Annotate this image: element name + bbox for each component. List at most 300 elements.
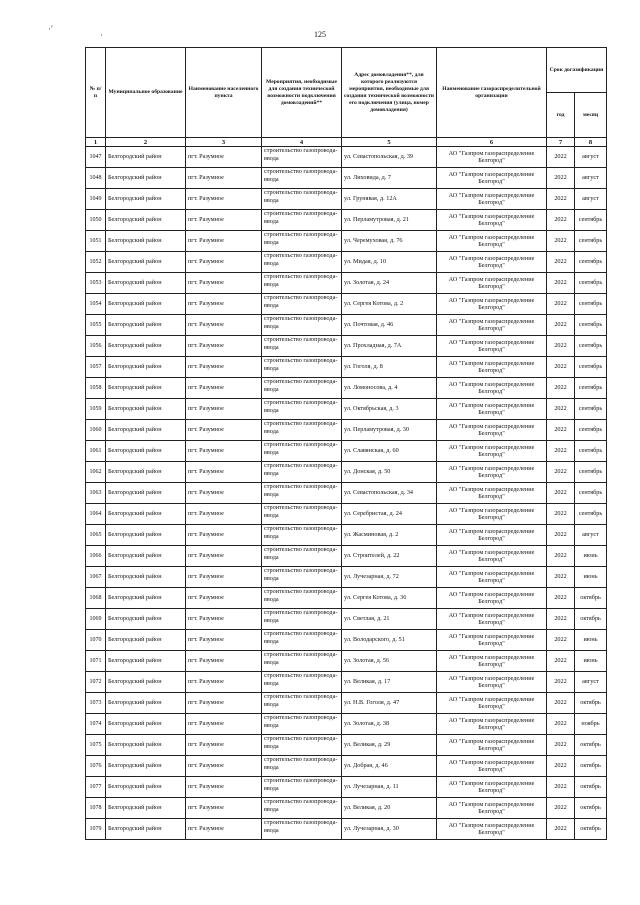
organization-cell: АО "Газпром газораспределение Белгород" xyxy=(437,252,547,273)
month-cell: октябрь xyxy=(575,609,607,630)
table-row xyxy=(86,777,607,798)
year-cell: 2022 xyxy=(547,672,575,693)
activity-cell: строительство газопровода-ввода xyxy=(262,609,342,630)
address-cell: ул. Почтовая, д. 46 xyxy=(342,315,437,336)
address-cell: ул. Донская, д. 50 xyxy=(342,462,437,483)
header-number: № п/п xyxy=(86,48,106,138)
month-cell: август xyxy=(575,672,607,693)
municipality-cell: Белгородский район xyxy=(106,336,186,357)
organization-cell: АО "Газпром газораспределение Белгород" xyxy=(437,273,547,294)
table-row xyxy=(86,420,607,441)
table-row xyxy=(86,357,607,378)
activity-cell: строительство газопровода-ввода xyxy=(262,189,342,210)
month-cell: сентябрь xyxy=(575,210,607,231)
activity-cell: строительство газопровода-ввода xyxy=(262,756,342,777)
row-number: 1068 xyxy=(86,588,106,609)
header-organization: Наименование газораспределительной организации xyxy=(437,48,547,138)
activity-cell: строительство газопровода-ввода xyxy=(262,504,342,525)
municipality-cell: Белгородский район xyxy=(106,609,186,630)
table-row xyxy=(86,819,607,840)
address-cell: ул. Севастопольская, д. 39 xyxy=(342,147,437,168)
municipality-cell: Белгородский район xyxy=(106,504,186,525)
year-cell: 2022 xyxy=(547,147,575,168)
month-cell: сентябрь xyxy=(575,315,607,336)
locality-cell: пгт. Разумное xyxy=(186,798,262,819)
table-row xyxy=(86,441,607,462)
year-cell: 2022 xyxy=(547,357,575,378)
year-cell: 2022 xyxy=(547,252,575,273)
address-cell: ул. Гоголя, д. 8 xyxy=(342,357,437,378)
locality-cell: пгт. Разумное xyxy=(186,672,262,693)
activity-cell: строительство газопровода-ввода xyxy=(262,777,342,798)
month-cell: сентябрь xyxy=(575,357,607,378)
table-row xyxy=(86,315,607,336)
address-cell: ул. Сергея Котова, д. 2 xyxy=(342,294,437,315)
year-cell: 2022 xyxy=(547,399,575,420)
organization-cell: АО "Газпром газораспределение Белгород" xyxy=(437,756,547,777)
month-cell: сентябрь xyxy=(575,378,607,399)
organization-cell: АО "Газпром газораспределение Белгород" xyxy=(437,357,547,378)
municipality-cell: Белгородский район xyxy=(106,147,186,168)
organization-cell: АО "Газпром газораспределение Белгород" xyxy=(437,672,547,693)
organization-cell: АО "Газпром газораспределение Белгород" xyxy=(437,735,547,756)
column-number: 4 xyxy=(262,138,342,147)
locality-cell: пгт. Разумное xyxy=(186,525,262,546)
organization-cell: АО "Газпром газораспределение Белгород" xyxy=(437,714,547,735)
column-number: 3 xyxy=(186,138,262,147)
locality-cell: пгт. Разумное xyxy=(186,441,262,462)
address-cell: ул. Ломоносова, д. 4 xyxy=(342,378,437,399)
table-row xyxy=(86,210,607,231)
activity-cell: строительство газопровода-ввода xyxy=(262,294,342,315)
month-cell: сентябрь xyxy=(575,462,607,483)
address-cell: ул. Лучезарная, д. 11 xyxy=(342,777,437,798)
address-cell: ул. Н.В. Гоголя, д. 47 xyxy=(342,693,437,714)
municipality-cell: Белгородский район xyxy=(106,798,186,819)
activity-cell: строительство газопровода-ввода xyxy=(262,420,342,441)
year-cell: 2022 xyxy=(547,735,575,756)
year-cell: 2022 xyxy=(547,651,575,672)
locality-cell: пгт. Разумное xyxy=(186,483,262,504)
activity-cell: строительство газопровода-ввода xyxy=(262,231,342,252)
address-cell: ул. Светлая, д. 21 xyxy=(342,609,437,630)
column-number: 8 xyxy=(575,138,607,147)
address-cell: ул. Володарского, д. 51 xyxy=(342,630,437,651)
municipality-cell: Белгородский район xyxy=(106,294,186,315)
locality-cell: пгт. Разумное xyxy=(186,756,262,777)
table-row xyxy=(86,672,607,693)
municipality-cell: Белгородский район xyxy=(106,672,186,693)
address-cell: ул. Строителей, д. 22 xyxy=(342,546,437,567)
year-cell: 2022 xyxy=(547,819,575,840)
organization-cell: АО "Газпром газораспределение Белгород" xyxy=(437,798,547,819)
address-cell: ул. Серебристая, д. 24 xyxy=(342,504,437,525)
row-number: 1064 xyxy=(86,504,106,525)
municipality-cell: Белгородский район xyxy=(106,273,186,294)
month-cell: сентябрь xyxy=(575,504,607,525)
table-row xyxy=(86,294,607,315)
organization-cell: АО "Газпром газораспределение Белгород" xyxy=(437,525,547,546)
table-row xyxy=(86,798,607,819)
row-number: 1062 xyxy=(86,462,106,483)
table-row xyxy=(86,609,607,630)
month-cell: октябрь xyxy=(575,798,607,819)
row-number: 1047 xyxy=(86,147,106,168)
table-row xyxy=(86,546,607,567)
row-number: 1061 xyxy=(86,441,106,462)
address-cell: ул. Лиховида, д. 7 xyxy=(342,168,437,189)
table-row xyxy=(86,735,607,756)
organization-cell: АО "Газпром газораспределение Белгород" xyxy=(437,231,547,252)
month-cell: август xyxy=(575,147,607,168)
year-cell: 2022 xyxy=(547,378,575,399)
year-cell: 2022 xyxy=(547,525,575,546)
activity-cell: строительство газопровода-ввода xyxy=(262,693,342,714)
activity-cell: строительство газопровода-ввода xyxy=(262,651,342,672)
month-cell: ноябрь xyxy=(575,714,607,735)
year-cell: 2022 xyxy=(547,546,575,567)
locality-cell: пгт. Разумное xyxy=(186,210,262,231)
column-number: 2 xyxy=(106,138,186,147)
column-numbers-row xyxy=(86,138,607,147)
address-cell: ул. Черемуховая, д. 76 xyxy=(342,231,437,252)
table-row xyxy=(86,231,607,252)
row-number: 1078 xyxy=(86,798,106,819)
municipality-cell: Белгородский район xyxy=(106,525,186,546)
month-cell: сентябрь xyxy=(575,399,607,420)
year-cell: 2022 xyxy=(547,609,575,630)
year-cell: 2022 xyxy=(547,693,575,714)
organization-cell: АО "Газпром газораспределение Белгород" xyxy=(437,399,547,420)
activity-cell: строительство газопровода-ввода xyxy=(262,336,342,357)
locality-cell: пгт. Разумное xyxy=(186,231,262,252)
table-row xyxy=(86,483,607,504)
row-number: 1079 xyxy=(86,819,106,840)
table-row xyxy=(86,189,607,210)
municipality-cell: Белгородский район xyxy=(106,651,186,672)
row-number: 1058 xyxy=(86,378,106,399)
month-cell: август xyxy=(575,189,607,210)
municipality-cell: Белгородский район xyxy=(106,399,186,420)
locality-cell: пгт. Разумное xyxy=(186,273,262,294)
locality-cell: пгт. Разумное xyxy=(186,462,262,483)
year-cell: 2022 xyxy=(547,462,575,483)
year-cell: 2022 xyxy=(547,588,575,609)
locality-cell: пгт. Разумное xyxy=(186,168,262,189)
locality-cell: пгт. Разумное xyxy=(186,378,262,399)
locality-cell: пгт. Разумное xyxy=(186,609,262,630)
organization-cell: АО "Газпром газораспределение Белгород" xyxy=(437,630,547,651)
table-row xyxy=(86,462,607,483)
locality-cell: пгт. Разумное xyxy=(186,252,262,273)
year-cell: 2022 xyxy=(547,756,575,777)
row-number: 1055 xyxy=(86,315,106,336)
activity-cell: строительство газопровода-ввода xyxy=(262,588,342,609)
organization-cell: АО "Газпром газораспределение Белгород" xyxy=(437,147,547,168)
locality-cell: пгт. Разумное xyxy=(186,294,262,315)
municipality-cell: Белгородский район xyxy=(106,693,186,714)
organization-cell: АО "Газпром газораспределение Белгород" xyxy=(437,693,547,714)
activity-cell: строительство газопровода-ввода xyxy=(262,819,342,840)
activity-cell: строительство газопровода-ввода xyxy=(262,672,342,693)
locality-cell: пгт. Разумное xyxy=(186,399,262,420)
address-cell: ул. Грунявая, д. 12А xyxy=(342,189,437,210)
row-number: 1052 xyxy=(86,252,106,273)
address-cell: ул. Прохладная, д. 7А xyxy=(342,336,437,357)
header-address: Адрес домовладения**, для которого реализуются мероприятия, необходимые для создания технической возможности его подключения (улица, номер домовладения) xyxy=(342,48,437,138)
table-row xyxy=(86,168,607,189)
column-number: 6 xyxy=(437,138,547,147)
activity-cell: строительство газопровода-ввода xyxy=(262,399,342,420)
month-cell: октябрь xyxy=(575,588,607,609)
month-cell: сентябрь xyxy=(575,273,607,294)
year-cell: 2022 xyxy=(547,714,575,735)
row-number: 1069 xyxy=(86,609,106,630)
row-number: 1066 xyxy=(86,546,106,567)
month-cell: сентябрь xyxy=(575,252,607,273)
activity-cell: строительство газопровода-ввода xyxy=(262,357,342,378)
year-cell: 2022 xyxy=(547,798,575,819)
organization-cell: АО "Газпром газораспределение Белгород" xyxy=(437,546,547,567)
municipality-cell: Белгородский район xyxy=(106,777,186,798)
municipality-cell: Белгородский район xyxy=(106,756,186,777)
activity-cell: строительство газопровода-ввода xyxy=(262,441,342,462)
organization-cell: АО "Газпром газораспределение Белгород" xyxy=(437,462,547,483)
table-row xyxy=(86,693,607,714)
organization-cell: АО "Газпром газораспределение Белгород" xyxy=(437,504,547,525)
activity-cell: строительство газопровода-ввода xyxy=(262,210,342,231)
month-cell: октябрь xyxy=(575,735,607,756)
year-cell: 2022 xyxy=(547,441,575,462)
year-cell: 2022 xyxy=(547,168,575,189)
month-cell: июнь xyxy=(575,546,607,567)
year-cell: 2022 xyxy=(547,294,575,315)
activity-cell: строительство газопровода-ввода xyxy=(262,798,342,819)
organization-cell: АО "Газпром газораспределение Белгород" xyxy=(437,189,547,210)
header-month: месяц xyxy=(575,93,607,138)
municipality-cell: Белгородский район xyxy=(106,630,186,651)
locality-cell: пгт. Разумное xyxy=(186,630,262,651)
scan-mark: ·′ xyxy=(48,24,53,34)
organization-cell: АО "Газпром газораспределение Белгород" xyxy=(437,609,547,630)
municipality-cell: Белгородский район xyxy=(106,252,186,273)
year-cell: 2022 xyxy=(547,630,575,651)
activity-cell: строительство газопровода-ввода xyxy=(262,315,342,336)
row-number: 1074 xyxy=(86,714,106,735)
organization-cell: АО "Газпром газораспределение Белгород" xyxy=(437,420,547,441)
row-number: 1063 xyxy=(86,483,106,504)
activity-cell: строительство газопровода-ввода xyxy=(262,252,342,273)
activity-cell: строительство газопровода-ввода xyxy=(262,273,342,294)
activity-cell: строительство газопровода-ввода xyxy=(262,378,342,399)
month-cell: сентябрь xyxy=(575,294,607,315)
locality-cell: пгт. Разумное xyxy=(186,357,262,378)
address-cell: ул. Золотая, д. 56 xyxy=(342,651,437,672)
row-number: 1049 xyxy=(86,189,106,210)
row-number: 1070 xyxy=(86,630,106,651)
row-number: 1075 xyxy=(86,735,106,756)
locality-cell: пгт. Разумное xyxy=(186,567,262,588)
row-number: 1076 xyxy=(86,756,106,777)
column-number: 5 xyxy=(342,138,437,147)
row-number: 1065 xyxy=(86,525,106,546)
page-number: 125 xyxy=(314,30,326,39)
locality-cell: пгт. Разумное xyxy=(186,504,262,525)
activity-cell: строительство газопровода-ввода xyxy=(262,714,342,735)
municipality-cell: Белгородский район xyxy=(106,168,186,189)
year-cell: 2022 xyxy=(547,567,575,588)
municipality-cell: Белгородский район xyxy=(106,441,186,462)
municipality-cell: Белгородский район xyxy=(106,231,186,252)
month-cell: сентябрь xyxy=(575,441,607,462)
scan-mark: · xyxy=(100,30,103,40)
month-cell: июнь xyxy=(575,630,607,651)
row-number: 1072 xyxy=(86,672,106,693)
row-number: 1056 xyxy=(86,336,106,357)
header-year: год xyxy=(547,93,575,138)
address-cell: ул. Перламутровая, д. 30 xyxy=(342,420,437,441)
table-row xyxy=(86,273,607,294)
locality-cell: пгт. Разумное xyxy=(186,735,262,756)
column-number: 1 xyxy=(86,138,106,147)
year-cell: 2022 xyxy=(547,777,575,798)
organization-cell: АО "Газпром газораспределение Белгород" xyxy=(437,819,547,840)
row-number: 1057 xyxy=(86,357,106,378)
table-row xyxy=(86,567,607,588)
year-cell: 2022 xyxy=(547,504,575,525)
month-cell: сентябрь xyxy=(575,336,607,357)
address-cell: ул. Великая, д. 17 xyxy=(342,672,437,693)
locality-cell: пгт. Разумное xyxy=(186,546,262,567)
municipality-cell: Белгородский район xyxy=(106,210,186,231)
row-number: 1071 xyxy=(86,651,106,672)
address-cell: ул. Мидая, д. 10 xyxy=(342,252,437,273)
table-body xyxy=(86,147,607,840)
organization-cell: АО "Газпром газораспределение Белгород" xyxy=(437,588,547,609)
municipality-cell: Белгородский район xyxy=(106,546,186,567)
address-cell: ул. Добрая, д. 46 xyxy=(342,756,437,777)
row-number: 1073 xyxy=(86,693,106,714)
municipality-cell: Белгородский район xyxy=(106,588,186,609)
header-deadline: Срок догазификации xyxy=(547,48,607,93)
organization-cell: АО "Газпром газораспределение Белгород" xyxy=(437,483,547,504)
address-cell: ул. Золотая, д. 24 xyxy=(342,273,437,294)
table-row xyxy=(86,630,607,651)
municipality-cell: Белгородский район xyxy=(106,714,186,735)
month-cell: июнь xyxy=(575,567,607,588)
header-municipality: Муниципальное образование xyxy=(106,48,186,138)
activity-cell: строительство газопровода-ввода xyxy=(262,147,342,168)
row-number: 1067 xyxy=(86,567,106,588)
table-header xyxy=(86,48,607,147)
table-row xyxy=(86,504,607,525)
month-cell: октябрь xyxy=(575,777,607,798)
locality-cell: пгт. Разумное xyxy=(186,588,262,609)
organization-cell: АО "Газпром газораспределение Белгород" xyxy=(437,378,547,399)
activity-cell: строительство газопровода-ввода xyxy=(262,525,342,546)
organization-cell: АО "Газпром газораспределение Белгород" xyxy=(437,567,547,588)
row-number: 1054 xyxy=(86,294,106,315)
municipality-cell: Белгородский район xyxy=(106,483,186,504)
year-cell: 2022 xyxy=(547,210,575,231)
organization-cell: АО "Газпром газораспределение Белгород" xyxy=(437,210,547,231)
month-cell: сентябрь xyxy=(575,420,607,441)
organization-cell: АО "Газпром газораспределение Белгород" xyxy=(437,777,547,798)
row-number: 1048 xyxy=(86,168,106,189)
header-locality: Наименование населенного пункта xyxy=(186,48,262,138)
address-cell: ул. Севастопольская, д. 34 xyxy=(342,483,437,504)
year-cell: 2022 xyxy=(547,231,575,252)
activity-cell: строительство газопровода-ввода xyxy=(262,483,342,504)
activity-cell: строительство газопровода-ввода xyxy=(262,462,342,483)
year-cell: 2022 xyxy=(547,336,575,357)
organization-cell: АО "Газпром газораспределение Белгород" xyxy=(437,441,547,462)
organization-cell: АО "Газпром газораспределение Белгород" xyxy=(437,294,547,315)
activity-cell: строительство газопровода-ввода xyxy=(262,735,342,756)
municipality-cell: Белгородский район xyxy=(106,357,186,378)
table-row xyxy=(86,651,607,672)
row-number: 1051 xyxy=(86,231,106,252)
organization-cell: АО "Газпром газораспределение Белгород" xyxy=(437,168,547,189)
month-cell: сентябрь xyxy=(575,483,607,504)
address-cell: ул. Золотая, д. 38 xyxy=(342,714,437,735)
locality-cell: пгт. Разумное xyxy=(186,777,262,798)
locality-cell: пгт. Разумное xyxy=(186,819,262,840)
address-cell: ул. Октябрьская, д. 3 xyxy=(342,399,437,420)
address-cell: ул. Великая, д. 20 xyxy=(342,798,437,819)
row-number: 1060 xyxy=(86,420,106,441)
locality-cell: пгт. Разумное xyxy=(186,651,262,672)
locality-cell: пгт. Разумное xyxy=(186,714,262,735)
address-cell: ул. Великая, д. 29 xyxy=(342,735,437,756)
address-cell: ул. Лучезарная, д. 30 xyxy=(342,819,437,840)
table-row xyxy=(86,588,607,609)
table-row xyxy=(86,147,607,168)
municipality-cell: Белгородский район xyxy=(106,819,186,840)
address-cell: ул. Сергея Котова, д. 36 xyxy=(342,588,437,609)
address-cell: ул. Лучезарная, д. 72 xyxy=(342,567,437,588)
address-cell: ул. Жасминовая, д. 2 xyxy=(342,525,437,546)
table-row xyxy=(86,714,607,735)
month-cell: август xyxy=(575,525,607,546)
municipality-cell: Белгородский район xyxy=(106,315,186,336)
organization-cell: АО "Газпром газораспределение Белгород" xyxy=(437,315,547,336)
locality-cell: пгт. Разумное xyxy=(186,336,262,357)
table-row xyxy=(86,252,607,273)
locality-cell: пгт. Разумное xyxy=(186,420,262,441)
municipality-cell: Белгородский район xyxy=(106,378,186,399)
year-cell: 2022 xyxy=(547,189,575,210)
table-row xyxy=(86,336,607,357)
month-cell: август xyxy=(575,168,607,189)
organization-cell: АО "Газпром газораспределение Белгород" xyxy=(437,336,547,357)
table-row xyxy=(86,525,607,546)
address-cell: ул. Славянская, д. 60 xyxy=(342,441,437,462)
row-number: 1050 xyxy=(86,210,106,231)
locality-cell: пгт. Разумное xyxy=(186,315,262,336)
municipality-cell: Белгородский район xyxy=(106,420,186,441)
table-row xyxy=(86,378,607,399)
municipality-cell: Белгородский район xyxy=(106,735,186,756)
activity-cell: строительство газопровода-ввода xyxy=(262,567,342,588)
locality-cell: пгт. Разумное xyxy=(186,693,262,714)
table-row xyxy=(86,399,607,420)
year-cell: 2022 xyxy=(547,315,575,336)
address-cell: ул. Перламутровая, д. 21 xyxy=(342,210,437,231)
activity-cell: строительство газопровода-ввода xyxy=(262,168,342,189)
year-cell: 2022 xyxy=(547,483,575,504)
locality-cell: пгт. Разумное xyxy=(186,189,262,210)
